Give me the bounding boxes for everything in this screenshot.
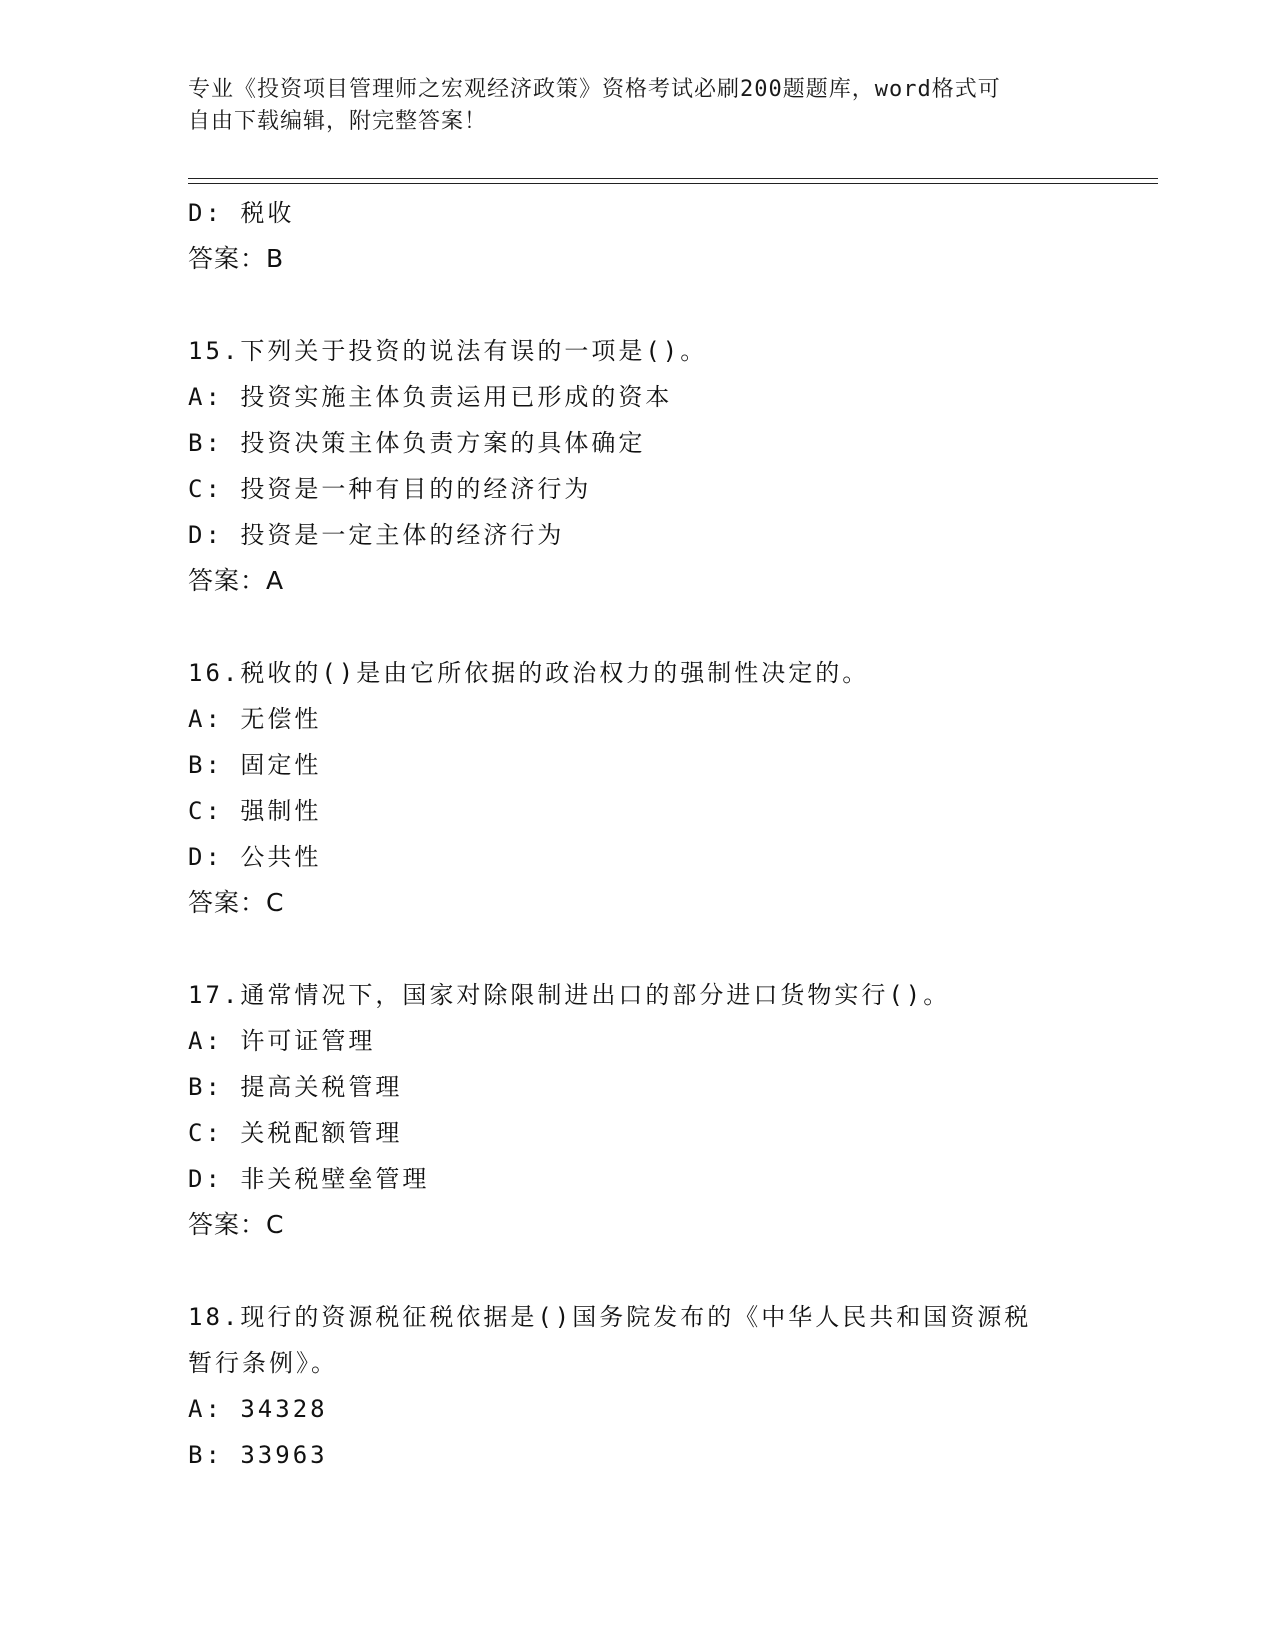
option-a: A: 投资实施主体负责运用已形成的资本 [188,383,673,411]
option-c: C: 关税配额管理 [188,1119,403,1147]
question-18 [188,1294,1088,1478]
option-a: A: 34328 [188,1395,328,1423]
option-a: A: 许可证管理 [188,1027,376,1055]
option-d: D: 非关税壁垒管理 [188,1165,430,1193]
answer-label: 答案：C [188,1210,285,1239]
question-text-line-1: 18.现行的资源税征税依据是()国务院发布的《中华人民共和国资源税 [188,1303,1032,1331]
document-header [188,74,1088,138]
option-d: D: 税收 [188,199,295,227]
option-d: D: 公共性 [188,843,322,871]
option-b: B: 固定性 [188,751,322,779]
option-b: B: 提高关税管理 [188,1073,403,1101]
header-divider-bottom [188,183,1158,184]
option-b: B: 33963 [188,1441,328,1469]
option-c: C: 投资是一种有目的的经济行为 [188,475,592,503]
option-a: A: 无偿性 [188,705,322,733]
answer-label: 答案：B [188,244,285,273]
question-17 [188,972,1088,1248]
option-c: C: 强制性 [188,797,322,825]
question-text: 17.通常情况下，国家对除限制进出口的部分进口货物实行()。 [188,981,951,1009]
option-b: B: 投资决策主体负责方案的具体确定 [188,429,646,457]
question-text: 15.下列关于投资的说法有误的一项是()。 [188,337,708,365]
question-16 [188,650,1088,926]
question-15 [188,328,1088,604]
header-line-1: 专业《投资项目管理师之宏观经济政策》资格考试必刷200题题库，word格式可 [188,77,1001,102]
answer-label: 答案：C [188,888,285,917]
header-divider-top [188,178,1158,179]
question-list [188,190,1088,1478]
option-d: D: 投资是一定主体的经济行为 [188,521,565,549]
question-text: 16.税收的()是由它所依据的政治权力的强制性决定的。 [188,659,870,687]
question-text-line-2: 暂行条例》。 [188,1349,338,1377]
answer-label: 答案：A [188,566,285,595]
header-line-2: 自由下载编辑，附完整答案！ [188,109,488,134]
previous-question [188,190,1088,282]
